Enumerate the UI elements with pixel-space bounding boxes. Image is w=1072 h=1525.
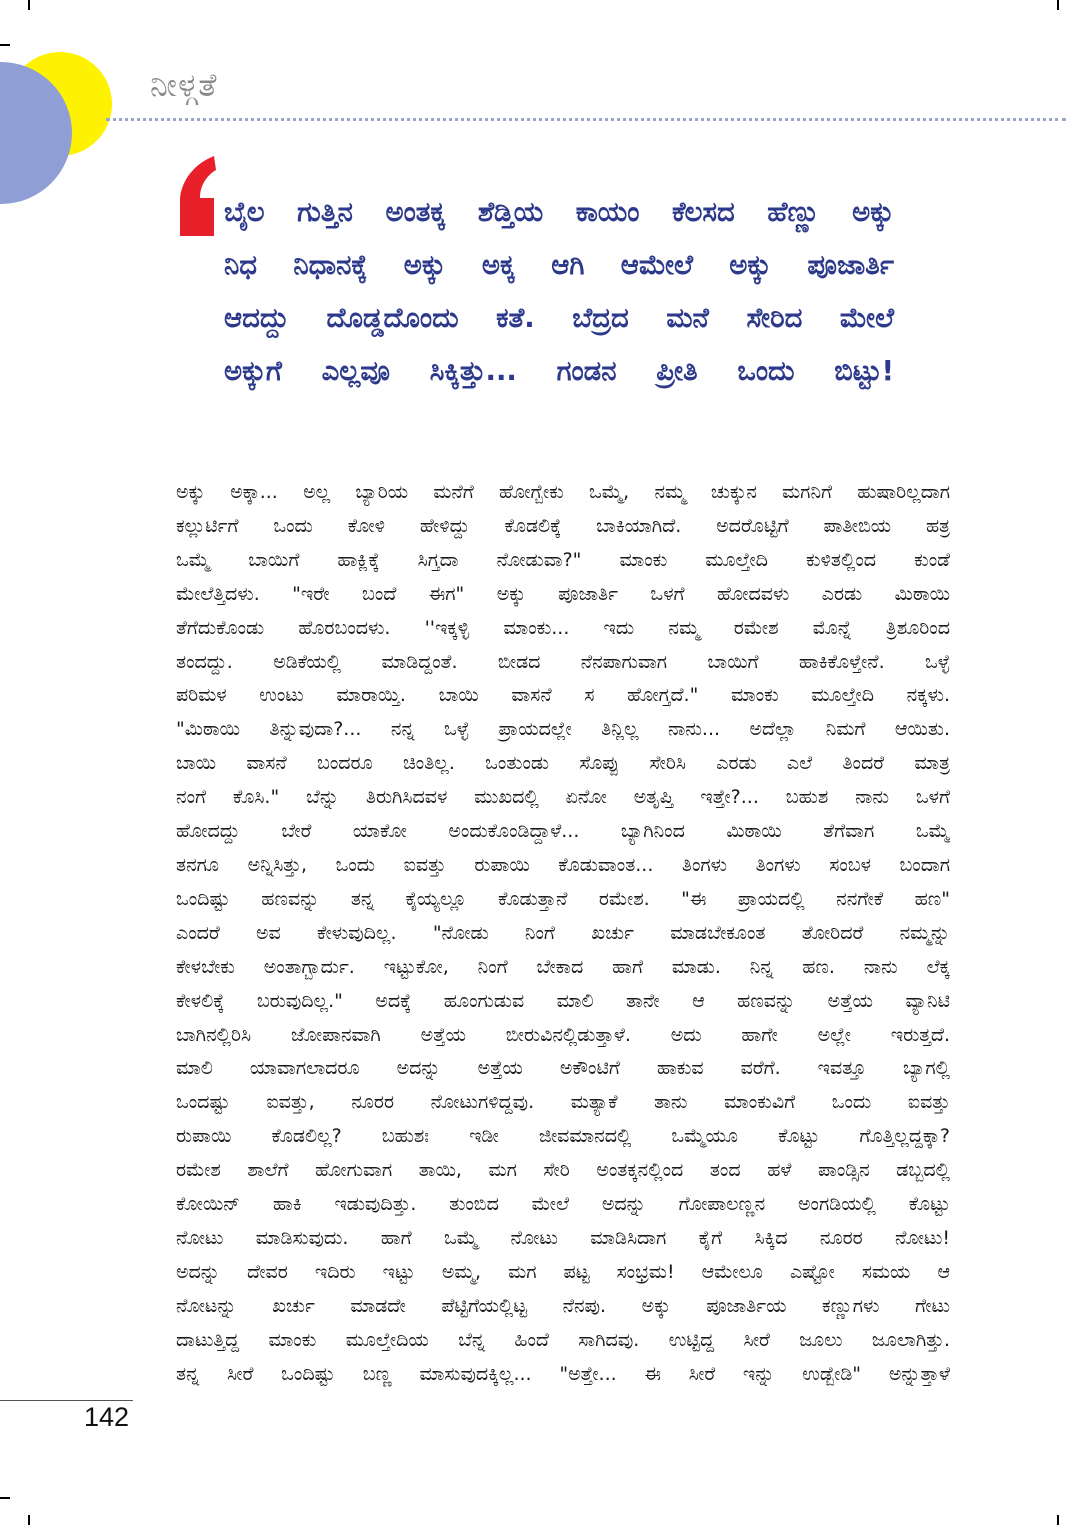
body-line: ಒಂದಷ್ಟು ಐವತ್ತು, ನೂರರ ನೋಟುಗಳಿದ್ದವು. ಮತ್ಯಾಕೆ ತಾನು ಮಾಂಕುವಿಗೆ ಒಂದು ಐವತ್ತು — [176, 1091, 950, 1114]
body-line: ಒಮ್ಮೆ ಬಾಯಿಗೆ ಹಾಕ್ಲಿಕ್ಕೆ ಸಿಗ್ತದಾ ನೋಡುವಾ?" ಮಾಂಕು ಮೂಲ್ತೇದಿ ಕುಳಿತಲ್ಲಿಂದ ಕುಂಡೆ — [176, 548, 950, 571]
body-line: ತೆಗೆದುಕೊಂಡು ಹೊರಬಂದಳು. ''ಇಕ್ಕಳ್ಳಿ ಮಾಂಕು... ಇದು ನಮ್ಮ ರಮೇಶ ಮೊನ್ನೆ ತ್ರಿಶೂರಿಂದ — [176, 616, 950, 639]
body-line: ಕೇಳಲಿಕ್ಕೆ ಬರುವುದಿಲ್ಲ." ಅದಕ್ಕೆ ಹೂಂಗುಡುವ ಮಾಲಿ ತಾನೇ ಆ ಹಣವನ್ನು ಅತ್ತೆಯ ವ್ಯಾನಿಟಿ — [176, 989, 950, 1012]
body-line: ತನ್ನ ಸೀರೆ ಒಂದಿಷ್ಟು ಬಣ್ಣ ಮಾಸುವುದಕ್ಕಿಲ್ಲ... "ಅತ್ತೇ... ಈ ಸೀರೆ ಇನ್ನು ಉಡ್ಬೇಡಿ" ಅನ್ನುತ್ತಾಳೆ — [176, 1362, 950, 1385]
body-line: ಅದನ್ನು ದೇವರ ಇದಿರು ಇಟ್ಟು ಅಮ್ಮ, ಮಗ ಪಟ್ಟ ಸಂಭ್ರಮ! ಆಮೇಲೂ ಎಷ್ಟೋ ಸಮಯ ಆ — [176, 1260, 950, 1283]
body-line: ಒಂದಿಷ್ಟು ಹಣವನ್ನು ತನ್ನ ಕೈಯ್ಯಲ್ಲೂ ಕೊಡುತ್ತಾನೆ ರಮೇಶ. "ಈ ಪ್ರಾಯದಲ್ಲಿ ನನಗೇಕೆ ಹಣ" — [176, 887, 950, 910]
body-line: ರಮೇಶ ಶಾಲೆಗೆ ಹೋಗುವಾಗ ತಾಯಿ, ಮಗ ಸೇರಿ ಅಂತಕ್ಕನಲ್ಲಿಂದ ತಂದ ಹಳೆ ಪಾಂಡ್ಸಿನ ಡಬ್ಬದಲ್ಲಿ — [176, 1159, 950, 1182]
crop-mark-left-lower — [0, 1497, 10, 1499]
body-text — [176, 476, 950, 1391]
body-line: ಬಾಯಿ ವಾಸನೆ ಬಂದರೂ ಚಿಂತಿಲ್ಲ. ಒಂತುಂಡು ಸೊಪ್ಪು ಸೇರಿಸಿ ಎರಡು ಎಲೆ ತಿಂದರೆ ಮಾತ್ರ — [176, 752, 950, 775]
body-line: ಕಲ್ಲುರ್ಟಿಗೆ ಒಂದು ಕೋಳಿ ಹೇಳಿದ್ದು ಕೊಡಲಿಕ್ಕೆ ಬಾಕಿಯಾಗಿದೆ. ಅದರೊಟ್ಟಿಗೆ ಪಾತೀಬಿಯ ಹತ್ರ — [176, 514, 950, 537]
crop-mark-top-left — [28, 0, 30, 10]
body-line: ಹೋದದ್ದು ಬೇರೆ ಯಾಕೋ ಅಂದುಕೊಂಡಿದ್ದಾಳೆ... ಬ್ಯಾಗಿನಿಂದ ಮಿಠಾಯಿ ತೆಗೆವಾಗ ಒಮ್ಮೆ — [176, 820, 950, 843]
body-line: ನಂಗೆ ಕೊಸಿ." ಬೆನ್ನು ತಿರುಗಿಸಿದವಳ ಮುಖದಲ್ಲಿ ಏನೋ ಅತೃಪ್ತಿ ಇತ್ತೇ?... ಬಹುಶ ನಾನು ಒಳಗೆ — [176, 786, 950, 809]
body-line: ಪರಿಮಳ ಉಂಟು ಮಾರಾಯ್ತಿ. ಬಾಯಿ ವಾಸನೆ ಸ ಹೋಗ್ತದೆ." ಮಾಂಕು ಮೂಲ್ತೇದಿ ನಕ್ಕಳು. — [176, 684, 950, 707]
body-line: ದಾಟುತ್ತಿದ್ದ ಮಾಂಕು ಮೂಲ್ತೇದಿಯ ಬೆನ್ನ ಹಿಂದೆ ಸಾಗಿದವು. ಉಟ್ಟಿದ್ದ ಸೀರೆ ಜೂಲು ಜೂಲಾಗಿತ್ತು. — [176, 1328, 950, 1351]
body-line: ಎಂದರೆ ಅವ ಕೇಳುವುದಿಲ್ಲ. "ನೋಡು ನಿಂಗೆ ಖರ್ಚು ಮಾಡಬೇಕೂಂತ ತೋರಿದರೆ ನಮ್ಮನ್ನು — [176, 921, 950, 944]
body-line: ಕೋಯಿನ್ ಹಾಕಿ ಇಡುವುದಿತ್ತು. ತುಂಬಿದ ಮೇಲೆ ಅದನ್ನು ಗೋಪಾಲಣ್ಣನ ಅಂಗಡಿಯಲ್ಲಿ ಕೊಟ್ಟು — [176, 1193, 950, 1216]
header-dotted-rule — [106, 118, 1066, 121]
running-title: ನೀಳ್ಗತೆ — [150, 66, 218, 104]
body-line: ರುಪಾಯಿ ಕೊಡಲಿಲ್ಲ? ಬಹುಶಃ ಇಡೀ ಜೀವಮಾನದಲ್ಲಿ ಒಮ್ಮೆಯೂ ಕೊಟ್ಟು ಗೊತ್ತಿಲ್ಲದ್ದಕ್ಕಾ? — [176, 1125, 950, 1148]
body-line: ಬಾಗಿನಲ್ಲಿರಿಸಿ ಜೋಪಾನವಾಗಿ ಅತ್ತೆಯ ಬೀರುವಿನಲ್ಲಿಡುತ್ತಾಳೆ. ಅದು ಹಾಗೇ ಅಲ್ಲೇ ಇರುತ್ತದೆ. — [176, 1023, 950, 1046]
body-line: ಮಾಲಿ ಯಾವಾಗಲಾದರೂ ಅದನ್ನು ಅತ್ತೆಯ ಅಕೌಂಟಿಗೆ ಹಾಕುವ ವರೆಗೆ. ಇವತ್ತೂ ಬ್ಯಾಗಲ್ಲಿ — [176, 1057, 950, 1080]
body-line: ತನಗೂ ಅನ್ನಿಸಿತ್ತು, ಒಂದು ಐವತ್ತು ರುಪಾಯಿ ಕೊಡುವಾಂತ... ತಿಂಗಳು ತಿಂಗಳು ಸಂಬಳ ಬಂದಾಗ — [176, 853, 950, 876]
crop-mark-bottom-left — [28, 1515, 30, 1525]
body-line: ತಂದದ್ದು. ಅಡಿಕೆಯಲ್ಲಿ ಮಾಡಿದ್ದಂತೆ. ಬೀಡದ ನೆನಪಾಗುವಾಗ ಬಾಯಿಗೆ ಹಾಕಿಕೊಳ್ತೇನೆ. ಒಳ್ಳೆ — [176, 650, 950, 673]
body-line: "ಮಿಠಾಯಿ ತಿನ್ನುವುದಾ?... ನನ್ನ ಒಳ್ಳೆ ಪ್ರಾಯದಲ್ಲೇ ತಿನ್ಲಿಲ್ಲ ನಾನು... ಅದೆಲ್ಲಾ ನಿಮಗೆ ಆಯಿತು. — [176, 718, 950, 741]
footer-rule — [0, 1400, 133, 1401]
pull-quote — [224, 186, 894, 398]
body-line: ನೋಟನ್ನು ಖರ್ಚು ಮಾಡದೇ ಪೆಟ್ಟಿಗೆಯಲ್ಲಿಟ್ಟ ನೆನಪು. ಅಕ್ಕು ಪೂಜಾರ್ತಿಯ ಕಣ್ಣುಗಳು ಗೇಟು — [176, 1294, 950, 1317]
pull-quote-line: ನಿಧ ನಿಧಾನಕ್ಕೆ ಅಕ್ಕು ಅಕ್ಕ ಆಗಿ ಆಮೇಲೆ ಅಕ್ಕು ಪೂಜಾರ್ತಿ — [224, 249, 894, 281]
quote-mark-icon — [170, 154, 216, 236]
body-line: ಕೇಳಬೇಕು ಅಂತಾಗ್ಬಾರ್ದು. ಇಟ್ಟುಕೋ, ನಿಂಗೆ ಬೇಕಾದ ಹಾಗೆ ಮಾಡು. ನಿನ್ನ ಹಣ. ನಾನು ಲೆಕ್ಕ — [176, 955, 950, 978]
crop-mark-bottom-right — [1057, 1515, 1059, 1525]
crop-mark-left-upper — [0, 44, 10, 46]
pull-quote-line: ಬೈಲ ಗುತ್ತಿನ ಅಂತಕ್ಕ ಶೆಡ್ತಿಯ ಕಾಯಂ ಕೆಲಸದ ಹೆಣ್ಣು ಅಕ್ಕು — [224, 196, 894, 228]
body-line: ಮೇಲೆತ್ತಿದಳು. "ಇರೇ ಬಂದೆ ಈಗ" ಅಕ್ಕು ಪೂಜಾರ್ತಿ ಒಳಗೆ ಹೋದವಳು ಎರಡು ಮಿಠಾಯಿ — [176, 582, 950, 605]
pull-quote-line: ಅಕ್ಕುಗೆ ಎಲ್ಲವೂ ಸಿಕ್ಕಿತ್ತು... ಗಂಡನ ಪ್ರೀತಿ ಒಂದು ಬಿಟ್ಟು! — [224, 355, 894, 387]
crop-mark-top-right — [1057, 0, 1059, 10]
page-number: 142 — [84, 1402, 130, 1432]
body-line: ಅಕ್ಕು ಅಕ್ಕಾ... ಅಲ್ಲ ಬ್ಯಾರಿಯ ಮನೆಗೆ ಹೋಗ್ಬೇಕು ಒಮ್ಮೆ, ನಮ್ಮ ಚುಕ್ಕುನ ಮಗನಿಗೆ ಹುಷಾರಿಲ್ಲದಾಗ — [176, 481, 950, 503]
pull-quote-line: ಆದದ್ದು ದೊಡ್ಡದೊಂದು ಕತೆ. ಬೆದ್ರದ ಮನೆ ಸೇರಿದ ಮೇಲೆ — [224, 302, 894, 334]
body-line: ನೋಟು ಮಾಡಿಸುವುದು. ಹಾಗೆ ಒಮ್ಮೆ ನೋಟು ಮಾಡಿಸಿದಾಗ ಕೈಗೆ ಸಿಕ್ಕಿದ ನೂರರ ನೋಟು! — [176, 1226, 950, 1249]
